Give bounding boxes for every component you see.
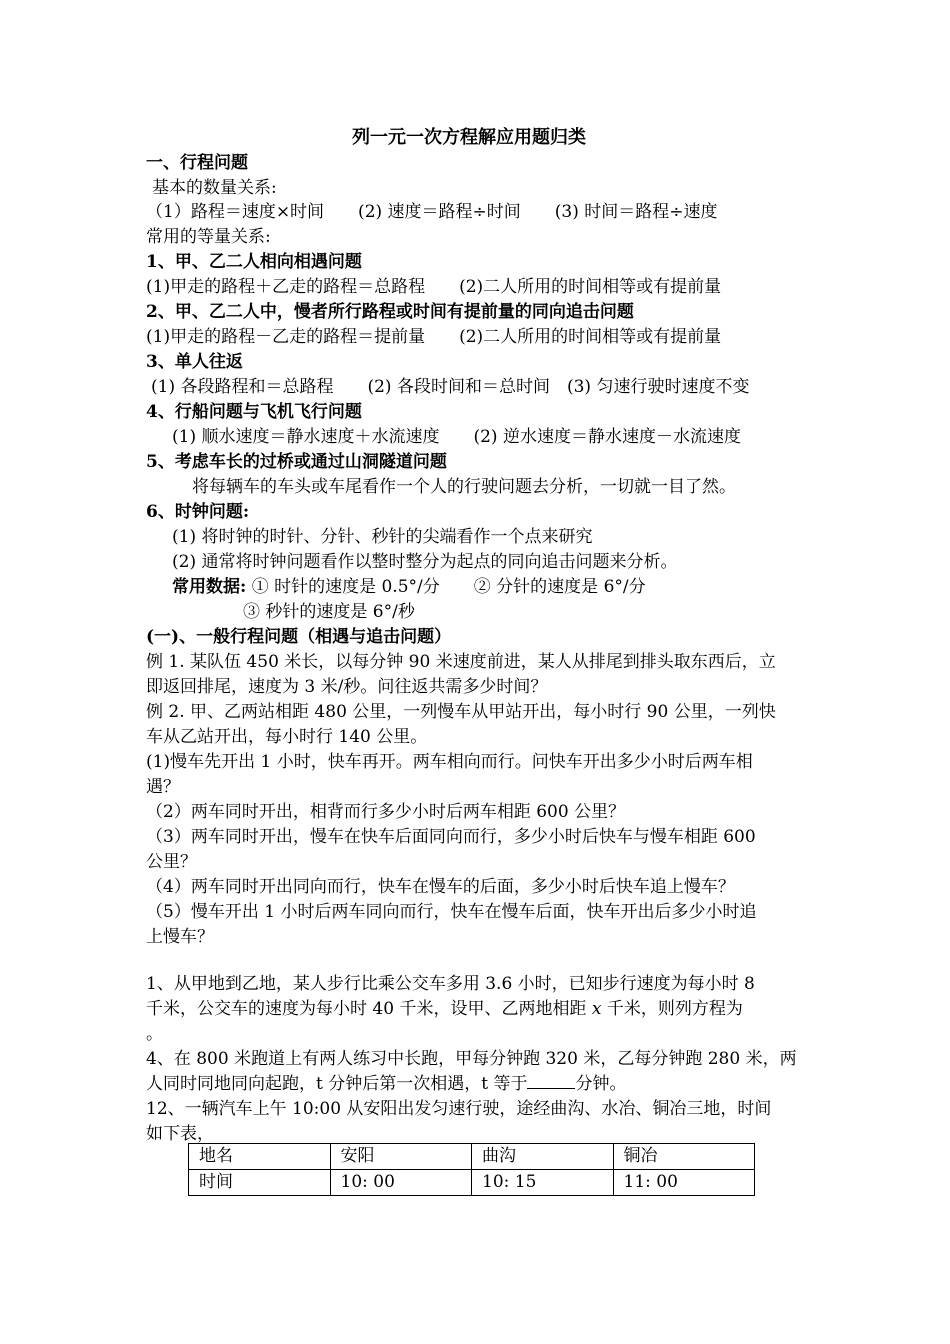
problem-4-line-2 [146,1072,626,1096]
subheading-chasing: 2、甲、乙二人中，慢者所行路程或时间有提前量的同向追击问题 [146,302,634,322]
clock-data-line-1 [172,575,646,599]
clock-note-1: (1) 将时钟的时针、分针、秒针的尖端看作一个点来研究 [172,527,593,547]
bridge-tunnel-note: 将每辆车的车头或车尾看作一个人的行驶问题去分析，一切就一目了然。 [192,477,736,497]
example-1-line-1: 例 1. 某队伍 450 米长，以每分钟 90 米速度前进，某人从排尾到排头取东西后，立 [146,652,776,672]
clock-note-2: (2) 通常将时钟问题看作以整时整分为起点的同向追击问题来分析。 [172,552,678,572]
meeting-relations: (1)甲走的路程＋乙走的路程＝总路程 (2)二人所用的时间相等或有提前量 [146,277,722,297]
subheading-round-trip: 3、单人往返 [146,352,243,372]
page-title: 列一元一次方程解应用题归类 [352,127,586,148]
problem-12-line-2: 如下表， [146,1124,214,1144]
problem-4-text-a: 人同时同地同向起跑，t 分钟后第一次相遇，t 等于 [146,1074,528,1094]
common-relations-label: 常用的等量关系: [146,227,271,247]
example-2-line-1: 例 2. 甲、乙两站相距 480 公里，一列慢车从甲站开出，每小时行 90 公里，一列快 [146,702,776,722]
question-1-line-1: (1)慢车先开出 1 小时，快车再开。两车相向而行。问快车开出多少小时后两车相 [146,752,753,772]
example-1-line-2: 即返回排尾，速度为 3 米/秒。问往返共需多少时间？ [146,677,548,697]
problem-4-text-b: 分钟。 [575,1074,627,1094]
subheading-clock: 6、时钟问题: [146,502,250,522]
subheading-bridge-tunnel: 5、考虑车长的过桥或通过山洞隧道问题 [146,452,447,472]
round-trip-relations: (1) 各段路程和＝总路程 (2) 各段时间和＝总时间 (3) 匀速行驶时速度不变 [151,377,750,397]
question-5-line-1: （5）慢车开出 1 小时后两车同向而行，快车在慢车后面，快车开出后多少小时追 [146,902,757,922]
variable-x: x [591,999,602,1019]
problem-12-line-1: 12、一辆汽车上午 10:00 从安阳出发匀速行驶，途经曲沟、水冶、铜冶三地，时间 [146,1099,772,1119]
problem-1-line-1: 1、从甲地到乙地，某人步行比乘公交车多用 3.6 小时，已知步行速度为每小时 8 [146,974,755,994]
subheading-meeting: 1、甲、乙二人相向相遇问题 [146,252,362,272]
table-row [189,1170,755,1196]
clock-data-1: ① 时针的速度是 0.5°/分 ② 分针的速度是 6°/分 [251,577,646,597]
boat-plane-relations: (1) 顺水速度＝静水速度＋水流速度 (2) 逆水速度＝静水速度－水流速度 [172,427,741,447]
table-cell: 10: 00 [330,1170,472,1196]
table-cell: 地名 [189,1144,331,1170]
basic-relations-label: 基本的数量关系: [152,178,277,198]
question-2: （2）两车同时开出，相背而行多少小时后两车相距 600 公里？ [146,802,626,822]
problem-4-line-1: 4、在 800 米跑道上有两人练习中长跑，甲每分钟跑 320 米，乙每分钟跑 280 米，两 [146,1049,797,1069]
table-cell: 曲沟 [472,1144,614,1170]
table-header-row [189,1144,755,1170]
answer-blank[interactable] [527,1072,575,1089]
question-3-line-1: （3）两车同时开出，慢车在快车后面同向而行，多少小时后快车与慢车相距 600 [146,827,756,847]
problem-1-text-b: 千米，则列方程为 [601,999,743,1019]
table-cell: 时间 [189,1170,331,1196]
section-heading-travel: 一、行程问题 [146,153,248,173]
question-1-line-2: 遇？ [146,777,180,797]
question-3-line-2: 公里？ [146,852,197,872]
table-cell: 铜冶 [613,1144,755,1170]
subheading-boat-plane: 4、行船问题与飞机飞行问题 [146,402,362,422]
question-4: （4）两车同时开出同向而行，快车在慢车的后面，多少小时后快车追上慢车？ [146,877,735,897]
basic-formulas: （1）路程＝速度×时间 (2) 速度＝路程÷时间 (3) 时间＝路程÷速度 [146,202,718,222]
question-5-line-2: 上慢车？ [146,927,214,947]
problem-1-line-3: 。 [146,1024,163,1044]
chasing-relations: (1)甲走的路程－乙走的路程＝提前量 (2)二人所用的时间相等或有提前量 [146,327,722,347]
schedule-table [188,1143,755,1196]
problem-1-line-2 [146,997,743,1021]
table-cell: 10: 15 [472,1170,614,1196]
section-heading-general: (一)、一般行程问题（相遇与追击问题） [146,627,452,647]
common-data-label: 常用数据: [172,577,247,597]
table-cell: 11: 00 [613,1170,755,1196]
table-cell: 安阳 [330,1144,472,1170]
clock-data-line-2: ③ 秒针的速度是 6°/秒 [243,602,415,622]
example-2-line-2: 车从乙站开出，每小时行 140 公里。 [146,727,428,747]
problem-1-text-a: 千米，公交车的速度为每小时 40 千米，设甲、乙两地相距 [146,999,592,1019]
